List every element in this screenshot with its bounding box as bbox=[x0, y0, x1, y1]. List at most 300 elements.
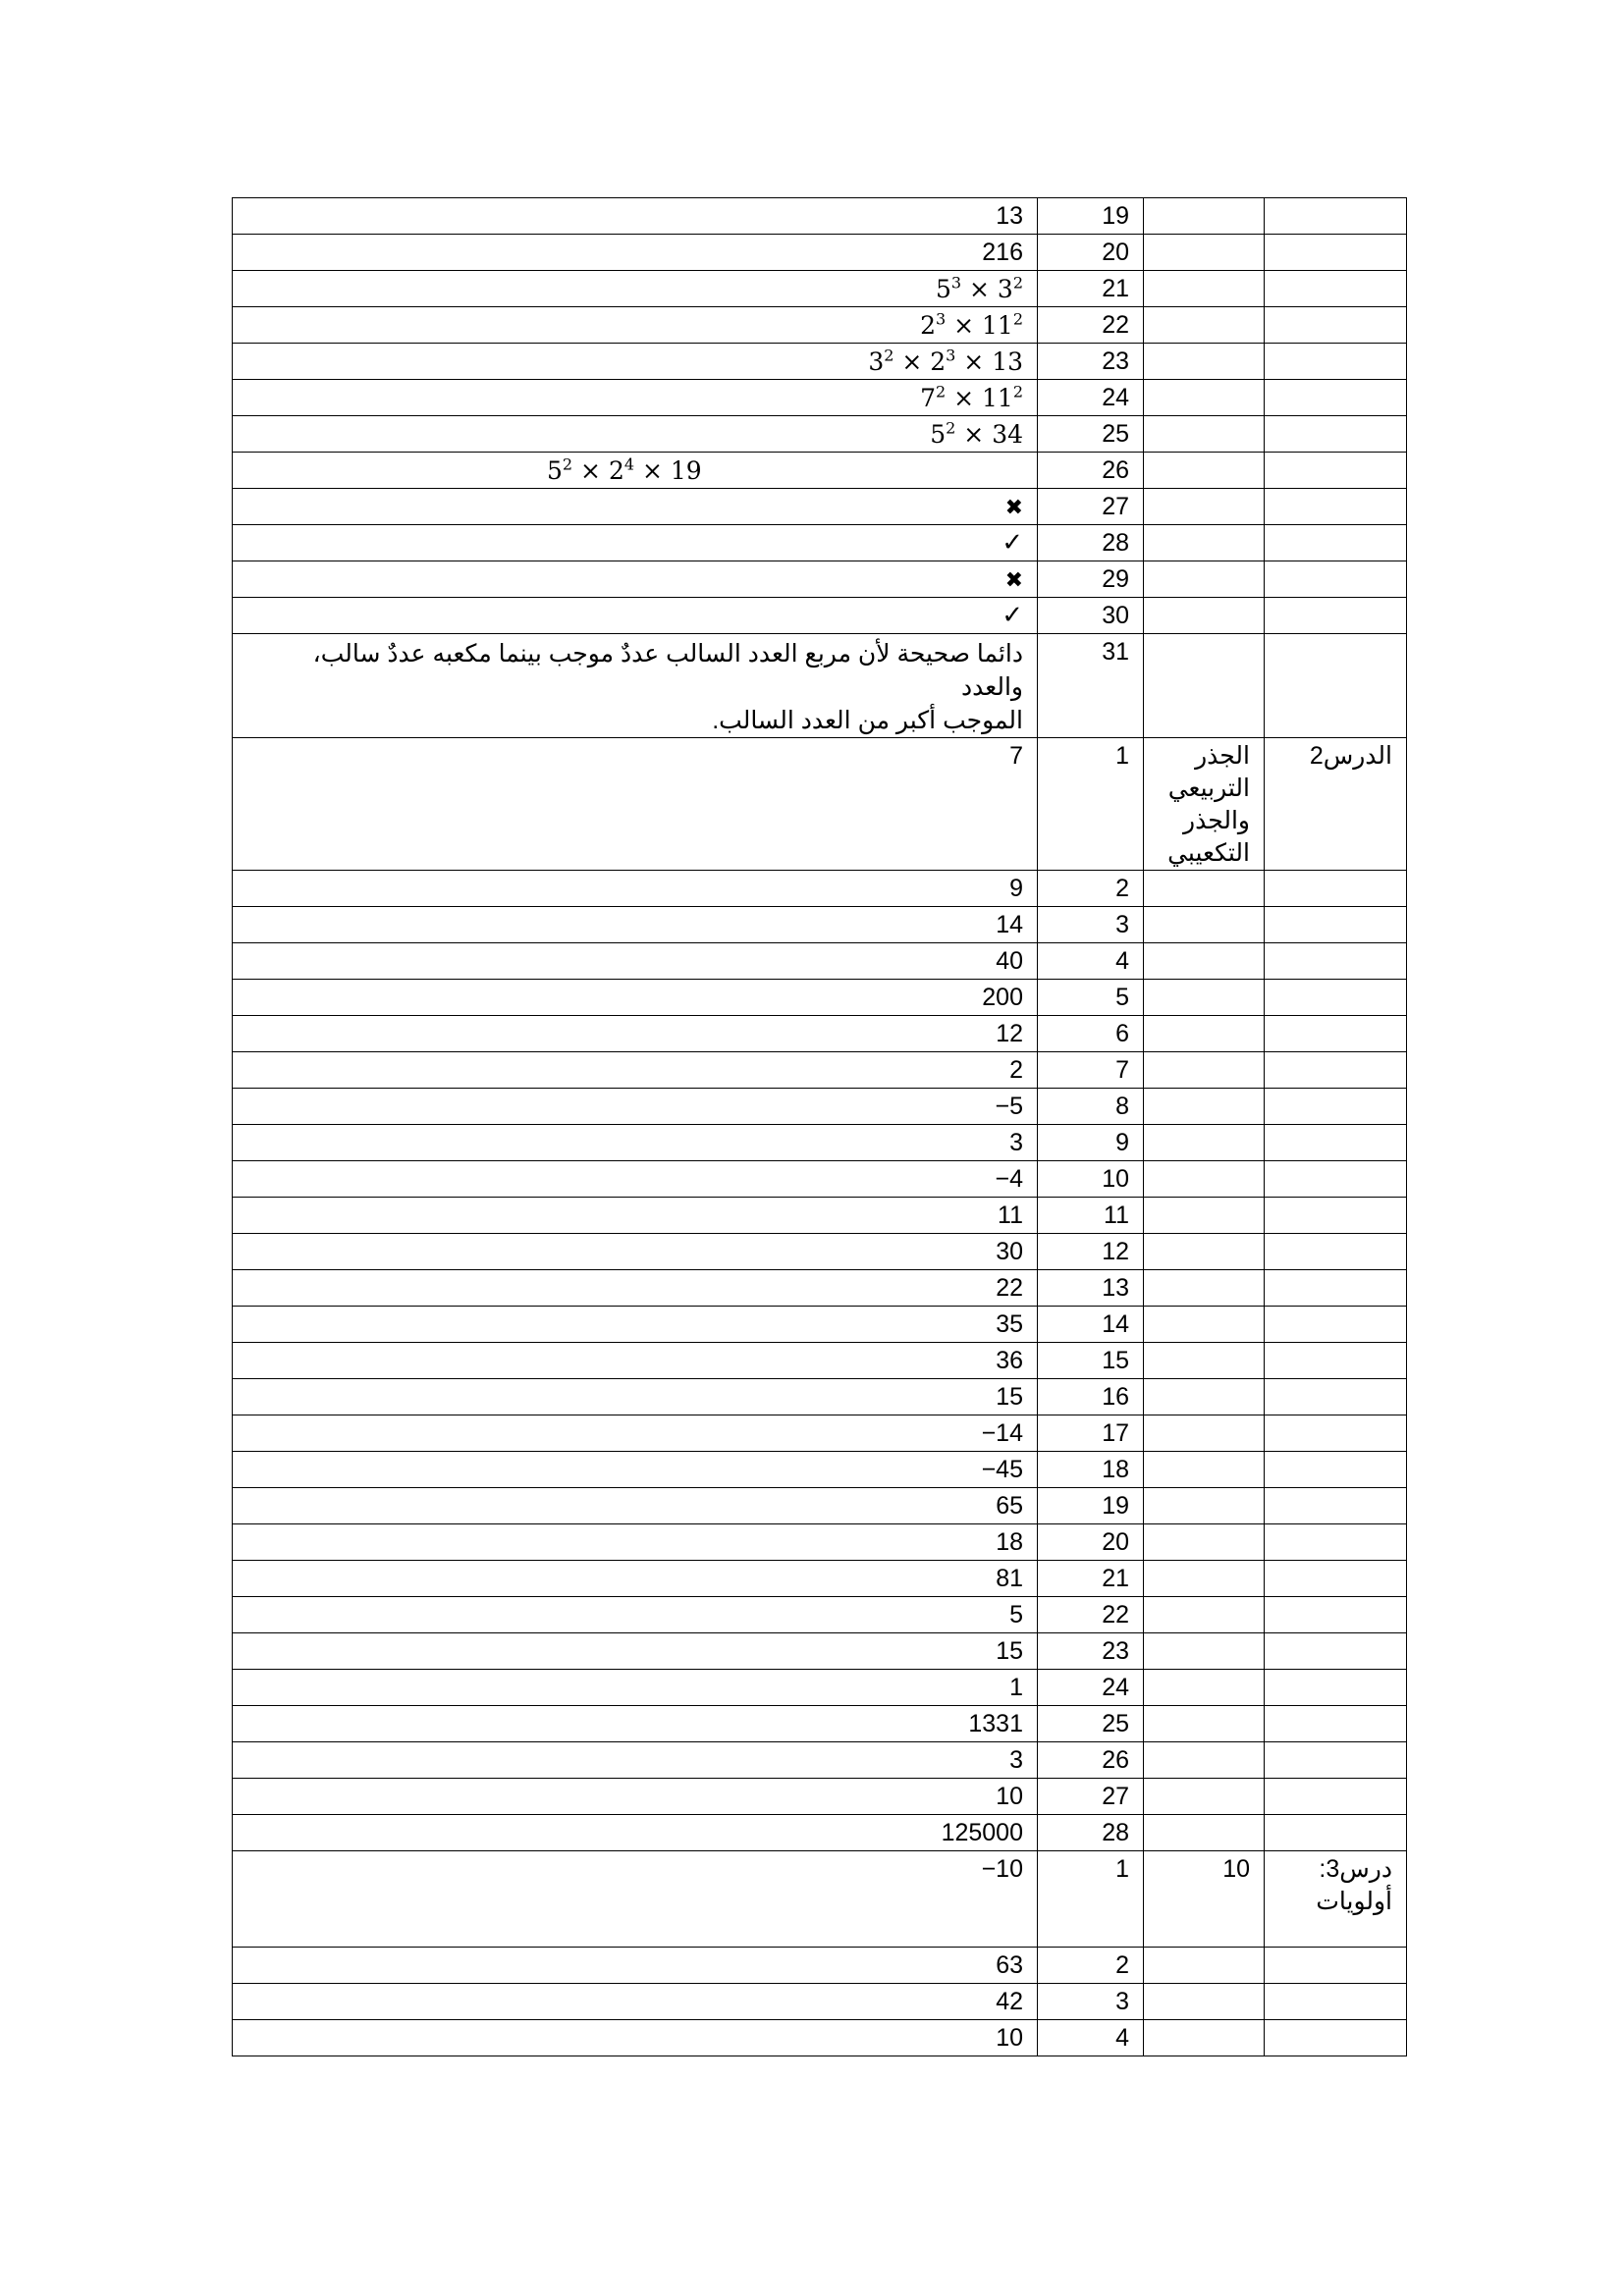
lesson-cell bbox=[1265, 1198, 1407, 1234]
answer-value: 5 bbox=[1009, 1601, 1023, 1629]
answer-value: 200 bbox=[982, 984, 1023, 1011]
times-operator: × bbox=[946, 311, 982, 340]
answer-cell bbox=[233, 1633, 1038, 1670]
question-number: 24 bbox=[1038, 380, 1144, 416]
topic-cell bbox=[1144, 1452, 1265, 1488]
answer-cell bbox=[233, 1815, 1038, 1851]
lesson-cell bbox=[1265, 634, 1407, 738]
answer-cell bbox=[233, 1597, 1038, 1633]
math-expression bbox=[936, 275, 1023, 303]
question-number: 23 bbox=[1038, 1633, 1144, 1670]
power-exponent: 2 bbox=[562, 454, 573, 474]
lesson-cell bbox=[1265, 198, 1407, 235]
table-row bbox=[233, 1779, 1407, 1815]
question-number: 20 bbox=[1038, 235, 1144, 271]
cross-icon: ✖ bbox=[1004, 496, 1023, 520]
topic-cell bbox=[1144, 561, 1265, 598]
topic-cell bbox=[1144, 2020, 1265, 2056]
answer-cell bbox=[233, 1234, 1038, 1270]
question-number: 21 bbox=[1038, 271, 1144, 307]
lesson-cell bbox=[1265, 380, 1407, 416]
answer-cell bbox=[233, 980, 1038, 1016]
answer-value: 1331 bbox=[968, 1710, 1023, 1737]
math-expression bbox=[930, 420, 1023, 449]
answer-cell bbox=[233, 1851, 1038, 1948]
topic-cell bbox=[1144, 1670, 1265, 1706]
topic-cell bbox=[1144, 271, 1265, 307]
question-number: 28 bbox=[1038, 525, 1144, 561]
answer-value: 15 bbox=[996, 1637, 1023, 1665]
topic-cell bbox=[1144, 1706, 1265, 1742]
topic-cell bbox=[1144, 1815, 1265, 1851]
table-row bbox=[233, 1198, 1407, 1234]
table-row bbox=[233, 307, 1407, 344]
answer-cell bbox=[233, 1742, 1038, 1779]
table-row bbox=[233, 1415, 1407, 1452]
question-number: 13 bbox=[1038, 1270, 1144, 1307]
lesson-cell bbox=[1265, 1125, 1407, 1161]
topic-cell bbox=[1144, 907, 1265, 943]
lesson-cell bbox=[1265, 1415, 1407, 1452]
lesson-cell bbox=[1265, 561, 1407, 598]
answer-value: 3 bbox=[1009, 1129, 1023, 1156]
answer-value: 11 bbox=[998, 1201, 1023, 1229]
answer-value: 1 bbox=[1009, 1674, 1023, 1701]
power-exponent: 3 bbox=[935, 309, 947, 329]
topic-cell: الجذر التربيعي والجذر التكعيبي bbox=[1144, 738, 1265, 871]
lesson-cell bbox=[1265, 598, 1407, 634]
answer-cell bbox=[233, 1948, 1038, 1984]
question-number: 2 bbox=[1038, 1948, 1144, 1984]
answer-cell bbox=[233, 416, 1038, 453]
lesson-cell bbox=[1265, 525, 1407, 561]
answer-cell bbox=[233, 525, 1038, 561]
question-number: 4 bbox=[1038, 943, 1144, 980]
power-exponent: 2 bbox=[1012, 309, 1023, 329]
power-exponent: 2 bbox=[946, 418, 956, 438]
topic-cell bbox=[1144, 980, 1265, 1016]
question-number: 19 bbox=[1038, 1488, 1144, 1524]
question-number: 10 bbox=[1038, 1161, 1144, 1198]
power-base: 2 bbox=[920, 311, 936, 340]
table-row bbox=[233, 416, 1407, 453]
power-base: 2 bbox=[608, 456, 624, 485]
power-base: 5 bbox=[935, 275, 951, 303]
answer-value: 22 bbox=[996, 1274, 1023, 1302]
power-base: 19 bbox=[670, 456, 702, 485]
answer-value: 30 bbox=[996, 1238, 1023, 1265]
question-number: 8 bbox=[1038, 1089, 1144, 1125]
math-expression bbox=[920, 311, 1023, 340]
lesson-cell bbox=[1265, 1779, 1407, 1815]
question-number: 29 bbox=[1038, 561, 1144, 598]
table-row bbox=[233, 943, 1407, 980]
lesson-cell: الدرس2 bbox=[1265, 738, 1407, 871]
question-number: 26 bbox=[1038, 1742, 1144, 1779]
lesson-cell bbox=[1265, 235, 1407, 271]
table-row bbox=[233, 1270, 1407, 1307]
table-row bbox=[233, 738, 1407, 871]
answer-value: 81 bbox=[996, 1565, 1023, 1592]
topic-cell bbox=[1144, 307, 1265, 344]
answer-cell bbox=[233, 1161, 1038, 1198]
math-expression bbox=[920, 384, 1023, 412]
topic-cell bbox=[1144, 380, 1265, 416]
topic-cell bbox=[1144, 1089, 1265, 1125]
question-number: 22 bbox=[1038, 1597, 1144, 1633]
table-row bbox=[233, 1815, 1407, 1851]
table-row bbox=[233, 235, 1407, 271]
table-row bbox=[233, 1597, 1407, 1633]
power-base: 3 bbox=[997, 275, 1013, 303]
answer-cell bbox=[233, 1307, 1038, 1343]
answer-cell bbox=[233, 1524, 1038, 1561]
topic-cell bbox=[1144, 1270, 1265, 1307]
answer-value: −4 bbox=[995, 1165, 1023, 1193]
lesson-cell bbox=[1265, 1948, 1407, 1984]
power-exponent: 2 bbox=[1012, 273, 1023, 293]
question-number: 3 bbox=[1038, 907, 1144, 943]
answer-cell bbox=[233, 489, 1038, 525]
answer-value: 14 bbox=[996, 911, 1023, 938]
lesson-cell bbox=[1265, 1597, 1407, 1633]
answer-cell bbox=[233, 871, 1038, 907]
table-row bbox=[233, 871, 1407, 907]
answer-value: 13 bbox=[996, 202, 1023, 230]
times-operator: × bbox=[893, 347, 931, 376]
answer-cell bbox=[233, 1016, 1038, 1052]
answer-value: 10 bbox=[996, 2024, 1023, 2052]
table-row bbox=[233, 907, 1407, 943]
answer-value: 2 bbox=[1009, 1056, 1023, 1084]
question-number: 23 bbox=[1038, 344, 1144, 380]
table-row bbox=[233, 980, 1407, 1016]
power-base: 3 bbox=[868, 347, 885, 376]
topic-cell bbox=[1144, 598, 1265, 634]
answer-cell bbox=[233, 1198, 1038, 1234]
lesson-cell bbox=[1265, 453, 1407, 489]
table-row bbox=[233, 1307, 1407, 1343]
answer-cell bbox=[233, 1670, 1038, 1706]
power-exponent: 3 bbox=[950, 273, 962, 293]
topic-cell bbox=[1144, 1984, 1265, 2020]
answer-cell bbox=[233, 1343, 1038, 1379]
power-base: 7 bbox=[920, 384, 936, 412]
answer-value: 40 bbox=[996, 947, 1023, 975]
answer-value: 18 bbox=[996, 1528, 1023, 1556]
question-number: 30 bbox=[1038, 598, 1144, 634]
answer-value: −5 bbox=[995, 1093, 1023, 1120]
question-number: 12 bbox=[1038, 1234, 1144, 1270]
topic-cell bbox=[1144, 1415, 1265, 1452]
table-row bbox=[233, 1125, 1407, 1161]
answer-value: 216 bbox=[982, 239, 1023, 266]
answer-cell bbox=[233, 380, 1038, 416]
table-row bbox=[233, 271, 1407, 307]
topic-cell bbox=[1144, 1234, 1265, 1270]
answer-cell bbox=[233, 943, 1038, 980]
question-number: 25 bbox=[1038, 416, 1144, 453]
question-number: 6 bbox=[1038, 1016, 1144, 1052]
table-row bbox=[233, 1234, 1407, 1270]
answer-value: 125000 bbox=[941, 1819, 1023, 1846]
topic-cell bbox=[1144, 1742, 1265, 1779]
table-row bbox=[233, 1161, 1407, 1198]
lesson-cell bbox=[1265, 1307, 1407, 1343]
answer-value: 7 bbox=[1009, 742, 1023, 770]
table-row bbox=[233, 2020, 1407, 2056]
math-expression bbox=[547, 456, 702, 485]
answer-cell bbox=[233, 634, 1038, 738]
answer-cell bbox=[233, 271, 1038, 307]
power-base: 5 bbox=[930, 420, 947, 449]
answer-value: 15 bbox=[996, 1383, 1023, 1411]
table-row bbox=[233, 1488, 1407, 1524]
power-exponent: 2 bbox=[1012, 382, 1023, 401]
question-number: 19 bbox=[1038, 198, 1144, 235]
question-number: 28 bbox=[1038, 1815, 1144, 1851]
answer-text-line: الموجب أكبر من العدد السالب. bbox=[712, 707, 1023, 734]
question-number: 26 bbox=[1038, 453, 1144, 489]
lesson-cell bbox=[1265, 1742, 1407, 1779]
lesson-cell bbox=[1265, 1161, 1407, 1198]
lesson-cell bbox=[1265, 1633, 1407, 1670]
table-row bbox=[233, 453, 1407, 489]
power-exponent: 2 bbox=[884, 346, 894, 365]
question-number: 11 bbox=[1038, 1198, 1144, 1234]
power-base: 5 bbox=[547, 456, 563, 485]
topic-cell bbox=[1144, 198, 1265, 235]
answers-table-body bbox=[233, 198, 1407, 2056]
answer-value: 35 bbox=[996, 1310, 1023, 1338]
question-number: 18 bbox=[1038, 1452, 1144, 1488]
power-base: 13 bbox=[992, 347, 1023, 376]
topic-cell bbox=[1144, 1161, 1265, 1198]
table-row bbox=[233, 1948, 1407, 1984]
topic-cell bbox=[1144, 416, 1265, 453]
topic-cell bbox=[1144, 1561, 1265, 1597]
power-exponent: 2 bbox=[935, 382, 947, 401]
question-number: 5 bbox=[1038, 980, 1144, 1016]
lesson-cell bbox=[1265, 1052, 1407, 1089]
table-row bbox=[233, 1851, 1407, 1948]
question-number: 22 bbox=[1038, 307, 1144, 344]
power-base: 34 bbox=[992, 420, 1023, 449]
answer-cell bbox=[233, 561, 1038, 598]
answer-cell bbox=[233, 1415, 1038, 1452]
lesson-cell bbox=[1265, 1016, 1407, 1052]
answer-cell bbox=[233, 1706, 1038, 1742]
answer-value: −45 bbox=[981, 1456, 1023, 1483]
answer-cell bbox=[233, 235, 1038, 271]
topic-cell bbox=[1144, 1524, 1265, 1561]
lesson-cell bbox=[1265, 1379, 1407, 1415]
answer-cell bbox=[233, 307, 1038, 344]
topic-cell bbox=[1144, 634, 1265, 738]
table-row bbox=[233, 634, 1407, 738]
question-number: 1 bbox=[1038, 738, 1144, 871]
power-base: 11 bbox=[982, 311, 1013, 340]
lesson-cell bbox=[1265, 980, 1407, 1016]
topic-cell bbox=[1144, 1198, 1265, 1234]
table-row bbox=[233, 598, 1407, 634]
topic-cell bbox=[1144, 943, 1265, 980]
answer-value: 63 bbox=[996, 1951, 1023, 1979]
answer-cell bbox=[233, 1125, 1038, 1161]
table-row bbox=[233, 1524, 1407, 1561]
topic-cell bbox=[1144, 1125, 1265, 1161]
answer-value: 12 bbox=[996, 1020, 1023, 1047]
table-row bbox=[233, 489, 1407, 525]
times-operator: × bbox=[572, 456, 609, 485]
table-row bbox=[233, 561, 1407, 598]
topic-cell bbox=[1144, 871, 1265, 907]
answer-cell bbox=[233, 344, 1038, 380]
question-number: 3 bbox=[1038, 1984, 1144, 2020]
lesson-cell bbox=[1265, 907, 1407, 943]
lesson-cell bbox=[1265, 943, 1407, 980]
lesson-cell bbox=[1265, 307, 1407, 344]
times-operator: × bbox=[634, 456, 671, 485]
answer-cell bbox=[233, 1452, 1038, 1488]
answer-cell bbox=[233, 1779, 1038, 1815]
lesson-cell bbox=[1265, 1089, 1407, 1125]
lesson-cell bbox=[1265, 1670, 1407, 1706]
power-base: 2 bbox=[930, 347, 947, 376]
question-number: 14 bbox=[1038, 1307, 1144, 1343]
question-number: 7 bbox=[1038, 1052, 1144, 1089]
topic-cell bbox=[1144, 1488, 1265, 1524]
table-row bbox=[233, 1052, 1407, 1089]
lesson-cell bbox=[1265, 1706, 1407, 1742]
lesson-cell: درس3: أولويات bbox=[1265, 1851, 1407, 1948]
question-number: 1 bbox=[1038, 1851, 1144, 1948]
topic-cell bbox=[1144, 525, 1265, 561]
table-row bbox=[233, 198, 1407, 235]
lesson-cell bbox=[1265, 1452, 1407, 1488]
table-row bbox=[233, 1379, 1407, 1415]
answer-cell bbox=[233, 1488, 1038, 1524]
lesson-cell bbox=[1265, 416, 1407, 453]
check-icon: ✓ bbox=[1001, 528, 1023, 558]
question-number: 24 bbox=[1038, 1670, 1144, 1706]
table-row bbox=[233, 380, 1407, 416]
lesson-cell bbox=[1265, 1984, 1407, 2020]
lesson-cell bbox=[1265, 1270, 1407, 1307]
lesson-cell bbox=[1265, 271, 1407, 307]
math-expression bbox=[868, 347, 1023, 376]
cross-icon: ✖ bbox=[1004, 568, 1023, 593]
topic-cell bbox=[1144, 1307, 1265, 1343]
answer-value: 10 bbox=[996, 1783, 1023, 1810]
answer-cell bbox=[233, 1089, 1038, 1125]
question-number: 15 bbox=[1038, 1343, 1144, 1379]
times-operator: × bbox=[955, 347, 993, 376]
question-number: 16 bbox=[1038, 1379, 1144, 1415]
lesson-cell bbox=[1265, 1234, 1407, 1270]
times-operator: × bbox=[946, 384, 982, 412]
answer-cell bbox=[233, 738, 1038, 871]
answer-cell bbox=[233, 453, 1038, 489]
table-row bbox=[233, 1343, 1407, 1379]
lesson-cell bbox=[1265, 344, 1407, 380]
table-row bbox=[233, 1089, 1407, 1125]
topic-cell bbox=[1144, 1052, 1265, 1089]
answer-text-line: دائما صحيحة لأن مربع العدد السالب عددٌ موجب بينما مكعبه عددٌ سالب، والعدد bbox=[312, 640, 1023, 701]
answer-cell bbox=[233, 1270, 1038, 1307]
question-number: 4 bbox=[1038, 2020, 1144, 2056]
answer-cell bbox=[233, 2020, 1038, 2056]
topic-cell bbox=[1144, 1948, 1265, 1984]
check-icon: ✓ bbox=[1001, 601, 1023, 630]
answer-cell bbox=[233, 198, 1038, 235]
table-row bbox=[233, 1452, 1407, 1488]
lesson-cell bbox=[1265, 1524, 1407, 1561]
topic-cell bbox=[1144, 489, 1265, 525]
answer-cell bbox=[233, 1052, 1038, 1089]
lesson-cell bbox=[1265, 1815, 1407, 1851]
power-exponent: 3 bbox=[946, 346, 956, 365]
topic-cell bbox=[1144, 344, 1265, 380]
table-row bbox=[233, 1706, 1407, 1742]
power-base: 11 bbox=[982, 384, 1013, 412]
table-row bbox=[233, 525, 1407, 561]
answer-cell bbox=[233, 1561, 1038, 1597]
question-number: 2 bbox=[1038, 871, 1144, 907]
answer-value: 42 bbox=[996, 1988, 1023, 2015]
question-number: 20 bbox=[1038, 1524, 1144, 1561]
times-operator: × bbox=[961, 275, 998, 303]
topic-cell bbox=[1144, 1379, 1265, 1415]
lesson-cell bbox=[1265, 1488, 1407, 1524]
answer-value: −10 bbox=[981, 1855, 1023, 1883]
lesson-cell bbox=[1265, 871, 1407, 907]
lesson-cell bbox=[1265, 489, 1407, 525]
lesson-cell bbox=[1265, 1561, 1407, 1597]
question-number: 31 bbox=[1038, 634, 1144, 738]
table-row bbox=[233, 1633, 1407, 1670]
question-number: 27 bbox=[1038, 1779, 1144, 1815]
question-number: 17 bbox=[1038, 1415, 1144, 1452]
topic-cell bbox=[1144, 1016, 1265, 1052]
answer-cell bbox=[233, 1379, 1038, 1415]
times-operator: × bbox=[955, 420, 993, 449]
topic-cell: 10 bbox=[1144, 1851, 1265, 1948]
topic-cell bbox=[1144, 1343, 1265, 1379]
lesson-cell bbox=[1265, 2020, 1407, 2056]
answer-cell bbox=[233, 1984, 1038, 2020]
question-number: 27 bbox=[1038, 489, 1144, 525]
table-row bbox=[233, 1016, 1407, 1052]
table-row bbox=[233, 344, 1407, 380]
answer-value: 65 bbox=[996, 1492, 1023, 1520]
question-number: 9 bbox=[1038, 1125, 1144, 1161]
table-row bbox=[233, 1742, 1407, 1779]
table-row bbox=[233, 1670, 1407, 1706]
topic-cell bbox=[1144, 1597, 1265, 1633]
topic-cell bbox=[1144, 453, 1265, 489]
answer-value: 3 bbox=[1009, 1746, 1023, 1774]
lesson-cell bbox=[1265, 1343, 1407, 1379]
answer-cell bbox=[233, 907, 1038, 943]
topic-cell bbox=[1144, 235, 1265, 271]
answer-value: −14 bbox=[981, 1419, 1023, 1447]
topic-cell bbox=[1144, 1633, 1265, 1670]
power-exponent: 4 bbox=[623, 454, 635, 474]
table-row bbox=[233, 1984, 1407, 2020]
table-row bbox=[233, 1561, 1407, 1597]
answers-table bbox=[232, 197, 1407, 2056]
